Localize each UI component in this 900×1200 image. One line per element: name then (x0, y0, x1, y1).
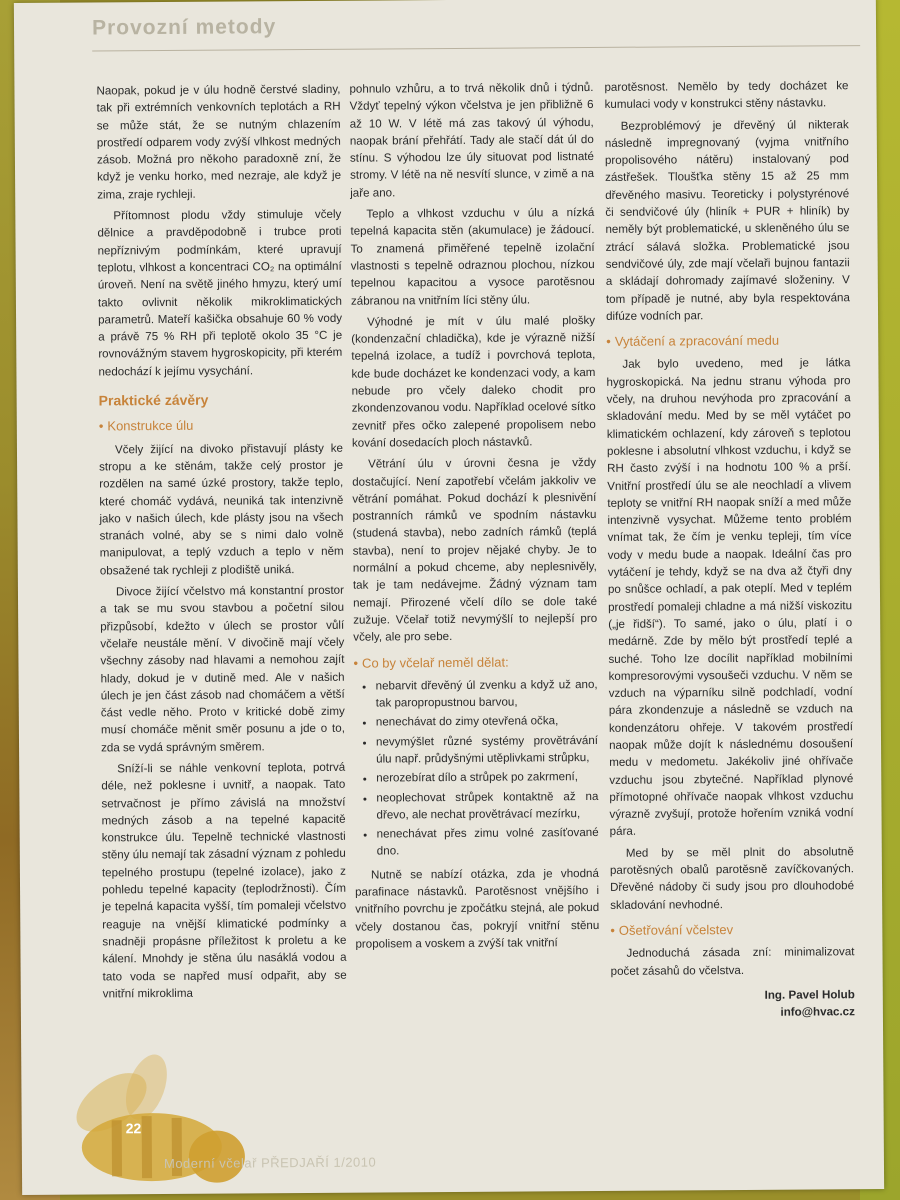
bullet-dot-icon: • (610, 922, 615, 938)
bullet-list (354, 676, 599, 861)
subheading-text: Ošetřování včelstev (618, 921, 734, 938)
column-2 (349, 79, 599, 957)
magazine-page (14, 0, 884, 1195)
paragraph: pohnulo vzhůru, a to trvá několik dnů i týdnů. Vždyť tepelný výkon včelstva je jen přibližně 6 až 10 W. V létě má zas takový úl výhodu, naopak brání přehřátí. Tady ale stačí dát úl do stínu. S výhodou lze úly situovat pod listnaté stromy. V létě na ně nesvítí slunce, v zimě a na jaře ano. (349, 80, 595, 200)
subheading-honey-extraction (606, 331, 850, 350)
paragraph: Med by se měl plnit do absolutně parotěsných obalů parotěsně zavíčkovaných. Dřevěné nádoby či sudy jsou pro dlouhodobé skladování nevhodné. (609, 844, 855, 912)
list-item: • nebarvit dřevěný úl zvenku a když už ano, tak paropropustnou barvou, (376, 676, 598, 712)
paragraph: Bezproblémový je dřevěný úl nikterak následně impregnovaný (vyjma vnitřního propolisového nátěru) instalovaný pod zástřešek. Tloušťka stěny 15 až 25 mm dřevěného masivu. Teoreticky i polystyrénové či sendvičové úly (hliník + PUR + hliník) by neměly být problematické, u skleněného úlu se ztrácí sálavá složka. Problematické jsou sendvičové úly, zde mají včelaři bujnou fantazii a skládají dohromady zajímavé složeniny. V tom případě je nutné, aby byla respektována difúze vodních par. (604, 117, 850, 323)
header-divider (92, 45, 860, 51)
column-1 (96, 81, 346, 1007)
paragraph: Jak bylo uvedeno, med je látka hygroskopická. Na jednu stranu výhoda pro včely, na druhou nevýhoda pro zpracování a skladování medu. Med by se měl vytáčet po klimatickém ochlazení, kdy zároveň s teplotou poklesne i absolutní vlhkost vzduchu, i když se RH často zvýší i na hodnotu 100 % a prší. Vnitřní prostředí úlu se ale neochladí a vlivem teploty se vnitřní RH naopak sníží a med může intenzivně vysychat. Můžeme tento problém vnímat tak, že čím je venku tepleji, tím více vody v medu bude a naopak. Ideální čas pro vytáčení je tehdy, když se na dva až čtyři dny po snůšce ochladí, a pak oteplí. Med v teplém prostředí pomaleji chladne a má nižší viskozitu („je řidší“). To samé, jako o úlu, platí i o medárně. Zde by mělo být prostředí teplé a suché. Toho lze docílit například mobilními kompresorovými vysoušeči vzduchu. V něm se vzduch na výparníku silně podchladí, vodní pára zkondenzuje a následně se vzduch na kondenzátoru ohřeje. V takovém prostředí naopak může dojít k následnému dosoušení medu v medometu. Jakékoliv jiné ohřívače vzduchu jsou zbytečné. Například plynové přímotopné ohřívače naopak vlhkost vzduchu výrazně zvyšují, protože hořením vzniká vodní pára. (606, 356, 854, 839)
list-item: • neoplechovat strůpek kontaktně až na dřevo, ale nechat provětrávací mezírku, (376, 788, 598, 824)
paragraph: Výhodné je mít v úlu malé plošky (kondenzační chladička), kde je výrazně nižší tepelná izolace, a tudíž i povrchová teplota, kde bude docházet ke kondenzaci vody, a kam nebude pro včely daleko chodit pro zkondenzovanou vodu. Například ocelové sítko zevnitř přes očko zalepené propolisem nebo kování dosedacích ploch nástavků. (351, 313, 596, 450)
subheading-colony-care (610, 920, 854, 939)
list-item: • nenechávat do zimy otevřená očka, (376, 712, 598, 731)
paragraph: Větrání úlu v úrovni česna je vždy dostačující. Není zapotřebí včelám jakkoliv ve větrání pomáhat. Pokud dochází k plesnivění postranních rámků ve spodním nástavku (studená stavba), nebo zadních rámků (teplá stavba), není to projev nějaké chyby. Je to normální a pokud chceme, aby neplesnivěly, tak je tam nedávejme. Žádný význam tam nemají. Přirozené včelí dílo se dole také zužuje. Včelař totiž nevymýšlí to nejlepší pro včely, ale pro sebe. (352, 456, 598, 644)
paragraph: Přítomnost plodu vždy stimuluje včely dělnice a pravděpodobně i trubce proti nepříznivým podmínkám, které upravují teplotu, vlhkost a koncentraci CO₂ na optimální úroveň. Není na světě jiného hmyzu, který umí takto ovlivnit několik mikroklimatických parametrů. Mateří kašička obsahuje 60 % vody a právě 75 % RH při teplotě okolo 35 °C je rovnovážným stavem hygroskopicity, při kterém nedochází k jejímu vysychání. (97, 207, 343, 379)
bullet-dot-icon: • (98, 418, 104, 434)
paragraph: parotěsnost. Nemělo by tedy docházet ke kumulaci vody v konstrukci stěny nástavku. (604, 79, 849, 112)
list-item: • nenechávat přes zimu volné zasíťované dno. (377, 824, 599, 860)
paragraph: Včely žijící na divoko přistavují plásty ke stropu a ke stěnám, takže celý prostor je rozdělen na samé úzké prostory, takže teplo, které chomáč vydává, neuniká tak intenzivně jako v našich úlech, kde plásty jsou na všech stranách volné, aby se s nimi dalo volně manipulovat, a teplý vzduch a teplo v něm obsažené tak rychleji z plodiště uniká. (99, 441, 344, 578)
section-title: Provozní metody (91, 15, 277, 40)
author-signature (611, 986, 855, 1022)
subheading-text: Vytáčení a zpracování medu (614, 332, 780, 349)
list-item: • nerozebírat dílo a strůpek po zakrmení, (376, 768, 598, 787)
subheading-hive-construction (99, 416, 343, 435)
paragraph: Divoce žijící včelstvo má konstantní prostor a tak se mu svou stavbou a početní silou přizpůsobí, kdežto v úlech se prostor vůlí včelaře neustále mění. V divočině mají včely všechny zásoby nad hlavami a nemohou zajít hlady, dokud je v dutině med. Ale v našich úlech je jen část zásob nad chomáčem a větší část vedle něho. Proto v kritické době zimy musí chomáče měnit směr posunu a jde o to, zda se vydá správným směrem. (100, 583, 345, 755)
bullet-dot-icon: • (606, 334, 611, 350)
bullet-dot-icon: • (353, 655, 359, 671)
author-name: Ing. Pavel Holub (764, 988, 855, 1002)
column-3 (604, 77, 855, 1022)
subheading-text: Konstrukce úlu (107, 418, 194, 434)
subheading-text: Co by včelař neměl dělat: (361, 654, 509, 671)
paragraph: Jednoduchá zásada zní: minimalizovat počet zásahů do včelstva. (610, 945, 855, 978)
subheading-dont-do (353, 652, 597, 671)
list-item: • nevymýšlet různé systémy provětrávání úlu např. průdyšnými utěplivkami strůpku, (376, 732, 598, 768)
paragraph: Naopak, pokud je v úlu hodně čerstvé sladiny, tak při extrémních venkovních teplotách a RH se může stát, že se nutným chlazením prostředí odparem vody zvýší vlhkost medných zásob. Možná pro někoho paradoxně zní, že když je venku horko, med nezraje, ale když je zima, zraje rychleji. (96, 82, 342, 202)
author-email: info@hvac.cz (780, 1005, 855, 1019)
footer-magazine: Moderní včelař PŘEDJAŘÍ 1/2010 (163, 1154, 377, 1172)
paragraph: Sníží-li se náhle venkovní teplota, potrvá déle, než poklesne i uvnitř, a naopak. Tato setrvačnost je přímo závislá na množství medných zásob a na tepelné kapacitě konstrukce úlu. Tepelně technické vlastnosti stěny úlu nemají tak zásadní význam z pohledu tepelného prostupu (tepelné izolace), jako z pohledu tepelné kapacity (teplodržnosti). Čím je tepelná kapacita vyšší, tím pomaleji včelstvo reaguje na vnější klimatické podmínky a snadněji propásne příležitost k proletu a ke kálení. Mnohdy je stěna úlu nasáklá vodou a tato voda se napřed musí odpařit, aby se vnitřní mikroklima (101, 760, 347, 1001)
paragraph: Teplo a vlhkost vzduchu v úlu a nízká tepelná kapacita stěn (akumulace) je žádoucí. To znamená přiměřené tepelně izolační vlastnosti s tepelně odraznou plochou, nízkou tepelnou kapacitou a vysoce parotěsnou zábranou na vnitřním líci stěny úlu. (350, 206, 595, 308)
heading-practical-conclusions: Praktické závěry (98, 391, 209, 409)
page-number: 22 (125, 1120, 142, 1137)
paragraph: Nutně se nabízí otázka, zda je vhodná parafinace nástavků. Parotěsnost vnějšího i vnitřního povrchu je zpočátku stejná, ale pokud včely dostanou čas, pokryjí vnitřní stěnu propolisem a voskem a zvýší tak vnitřní (355, 866, 600, 951)
